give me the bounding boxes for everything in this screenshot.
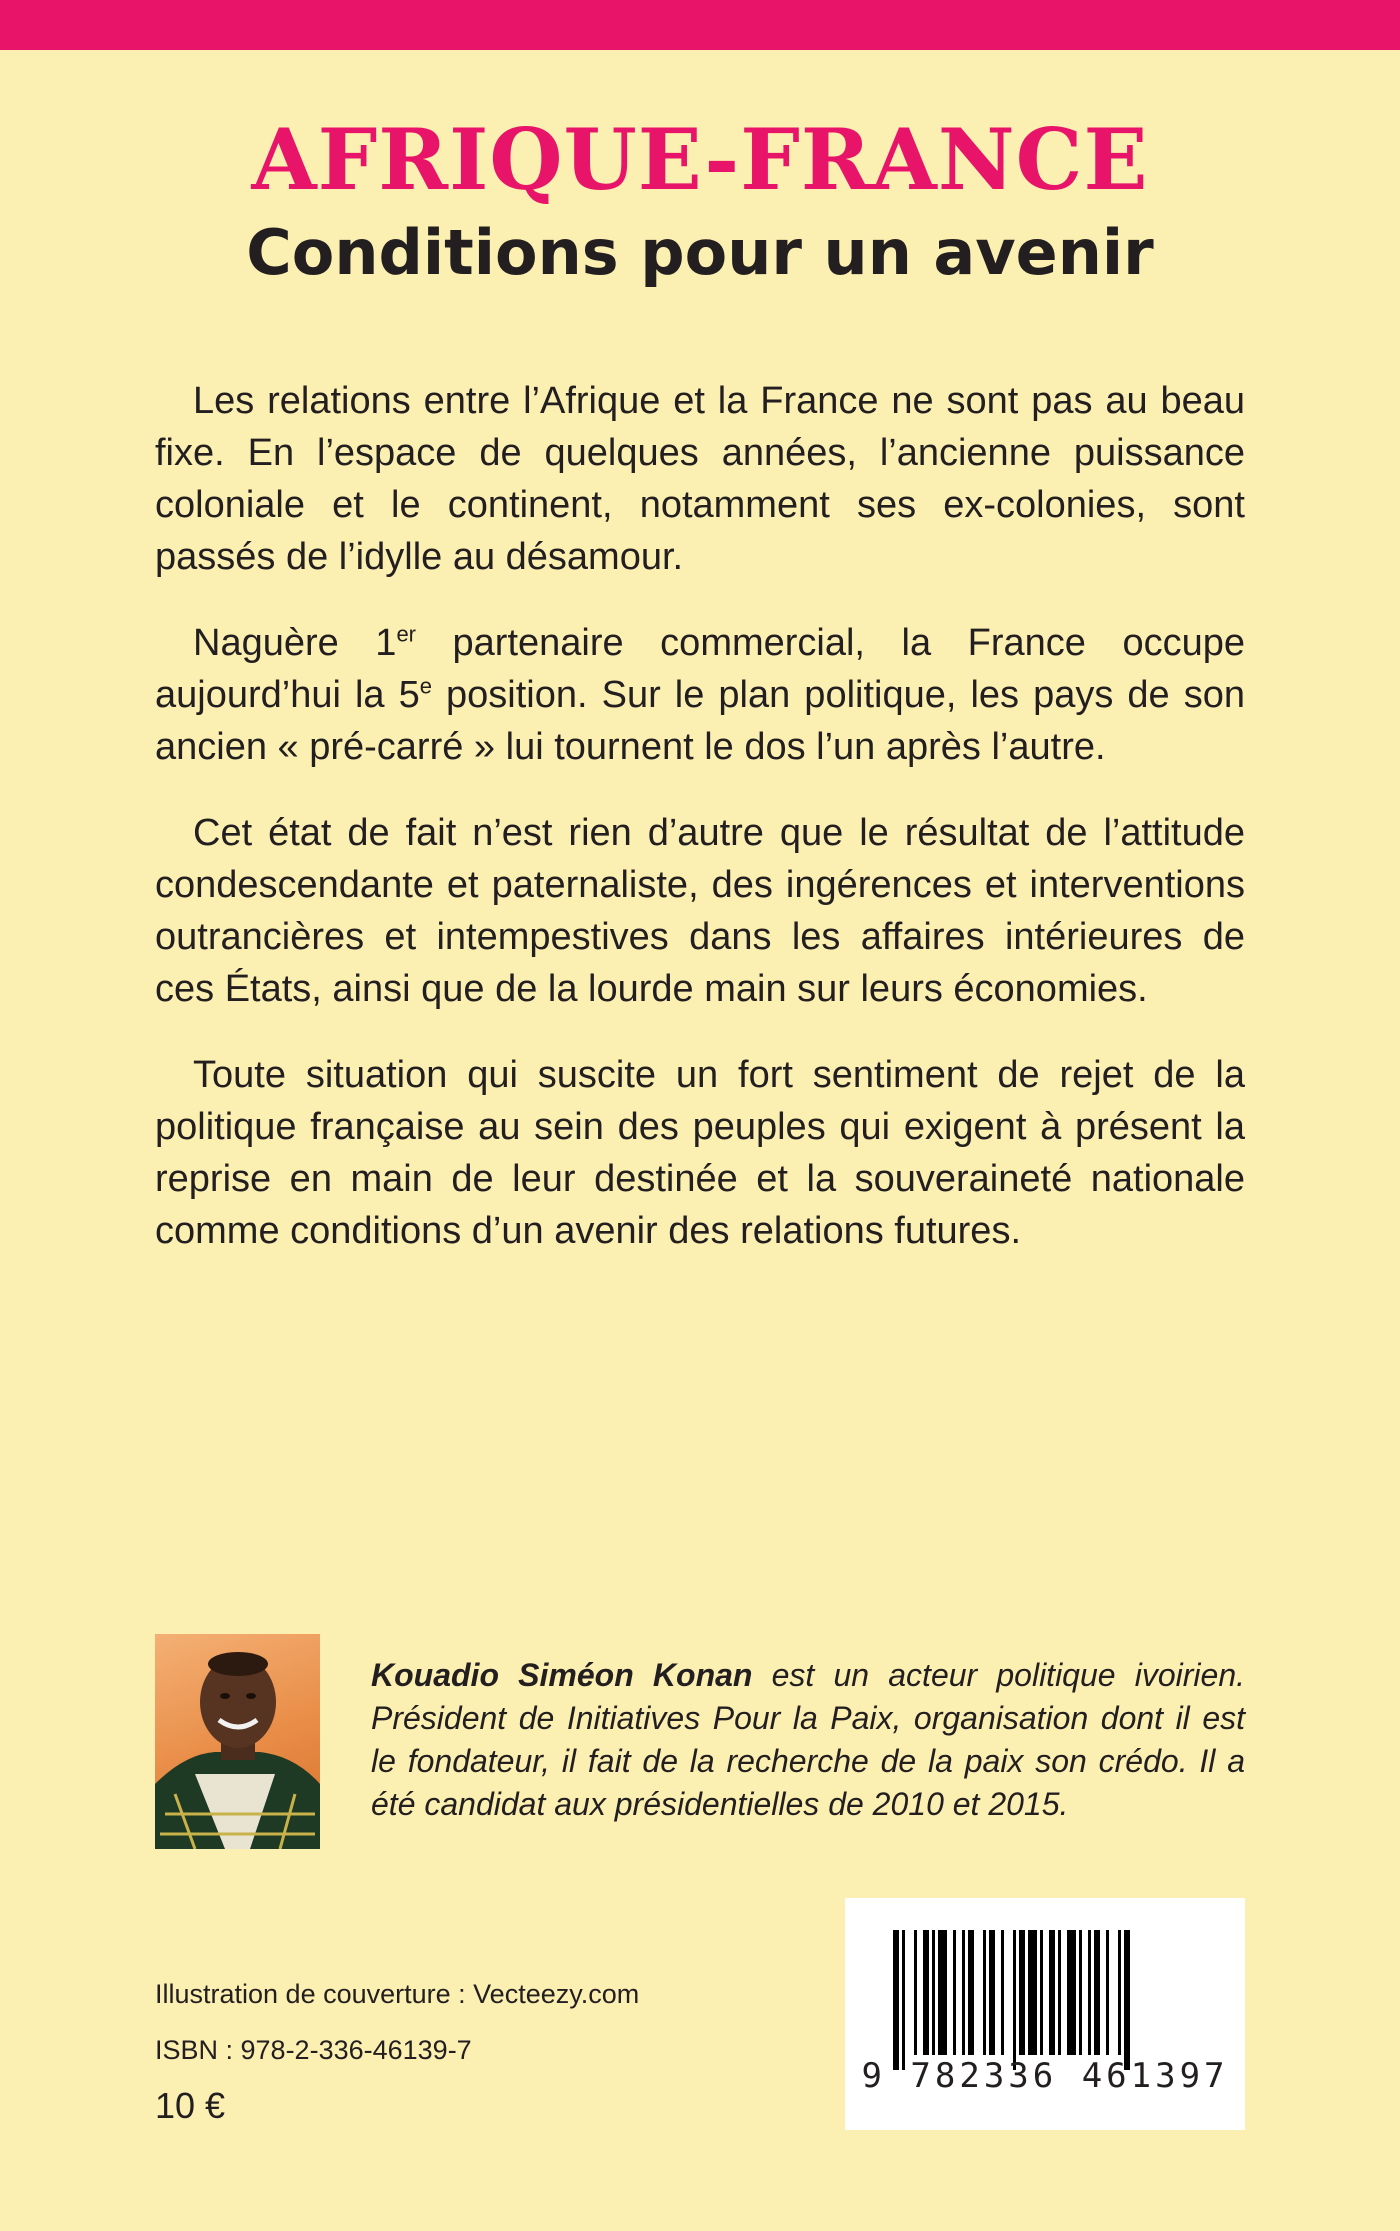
barcode-bar xyxy=(932,1930,935,2055)
author-bio: Kouadio Siméon Konan est un acteur politique ivoirien. Président de Initiatives Pour la Paix, organisation dont il est le fondateur, il fait de la recherche de la paix son crédo. Il a été candidat aux présidentielles de 2010 et 2015. xyxy=(371,1657,1245,1822)
barcode-bar xyxy=(1001,1930,1004,2055)
summary-paragraph: Toute situation qui suscite un fort sentiment de rejet de la politique française au sein des peuples qui exigent à présent la reprise en main de leur destinée et la souveraineté nationale comme conditions d’un avenir des relations futures. xyxy=(155,1054,1245,1252)
barcode-bar xyxy=(1094,1930,1100,2055)
price: 10 € xyxy=(155,2085,226,2126)
barcode-digits: 9 782336 461397 xyxy=(861,2056,1229,2096)
barcode-bar xyxy=(1106,1930,1109,2055)
back-cover-summary xyxy=(155,375,1245,1291)
author-name: Kouadio Siméon Konan xyxy=(371,1657,753,1693)
barcode-bar xyxy=(1088,1930,1091,2055)
barcode-bar xyxy=(914,1930,917,2055)
barcode-bar xyxy=(902,1930,905,2070)
barcode-bar xyxy=(989,1930,995,2055)
book-subtitle: Conditions pour un avenir xyxy=(246,216,1154,289)
barcode-bar xyxy=(923,1930,929,2055)
barcode-bar xyxy=(1124,1930,1130,2070)
book-title: AFRIQUE-FRANCE xyxy=(251,110,1149,209)
barcode-bar xyxy=(1040,1930,1043,2055)
barcode-bar xyxy=(1118,1930,1121,2055)
barcode-bar xyxy=(1049,1930,1055,2055)
summary-paragraph: Les relations entre l’Afrique et la France ne sont pas au beau fixe. En l’espace de quelques années, l’ancienne puissance coloniale et le continent, notamment ses ex-colonies, sont passés de l’idylle au désamour. xyxy=(155,380,1245,578)
author-photo xyxy=(155,1634,320,1849)
barcode-bar xyxy=(1019,1930,1025,2055)
barcode-bar xyxy=(1028,1930,1037,2055)
barcode-bar xyxy=(962,1930,965,2055)
barcode-bar xyxy=(938,1930,947,2055)
barcode xyxy=(845,1898,1245,2130)
barcode-bar xyxy=(953,1930,956,2055)
credits xyxy=(155,1978,639,2146)
barcode-bar xyxy=(1058,1930,1061,2055)
summary-paragraph: Cet état de fait n’est rien d’autre que le résultat de l’attitude condescendante et paternaliste, des ingérences et interventions outrancières et intempestives dans les affaires intérieures de ces États, ainsi que de la lourde main sur leurs économies. xyxy=(155,812,1245,1010)
barcode-bar xyxy=(983,1930,986,2055)
barcode-bar xyxy=(1013,1930,1016,2070)
barcode-bar xyxy=(1079,1930,1082,2055)
summary-paragraph: Naguère 1er partenaire commercial, la France occupe aujourd’hui la 5e position. Sur le plan politique, les pays de son ancien « pré-carré » lui tournent le dos l’un après l’autre. xyxy=(155,621,1245,768)
top-accent-bar xyxy=(0,0,1400,50)
isbn: ISBN : 978-2-336-46139-7 xyxy=(155,2035,472,2065)
barcode-bar xyxy=(1067,1930,1076,2055)
illustration-credit: Illustration de couverture : Vecteezy.com xyxy=(155,1979,640,2009)
barcode-bar xyxy=(893,1930,899,2070)
barcode-bar xyxy=(968,1930,974,2055)
